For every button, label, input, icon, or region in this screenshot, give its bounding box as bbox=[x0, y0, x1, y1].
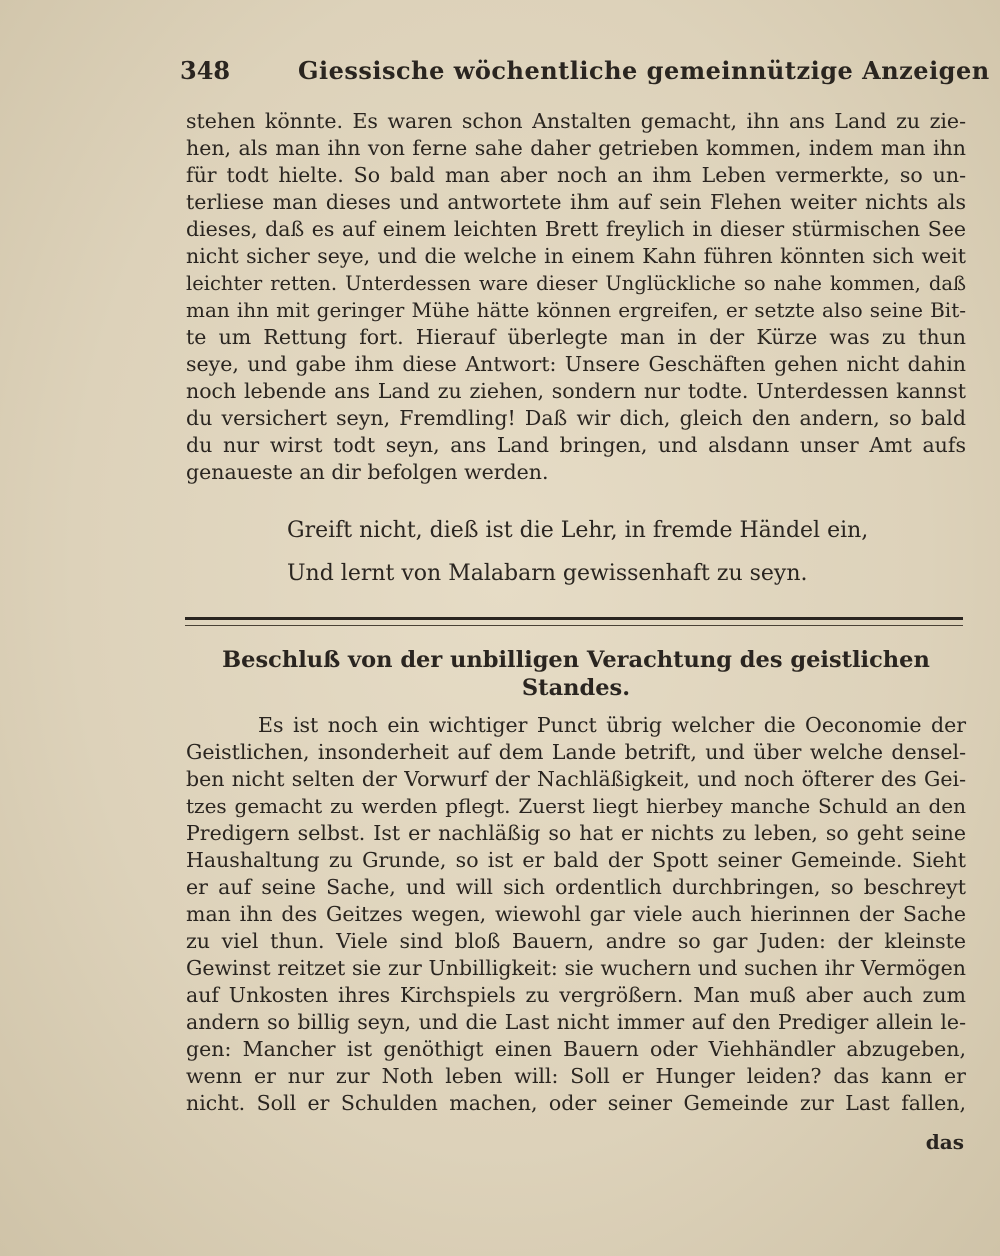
text-line: ben nicht selten der Vorwurf der Nachläßigkeit, und noch öfterer des Gei- bbox=[186, 767, 966, 791]
section-title-line-2: Standes. bbox=[521, 675, 631, 701]
text-line: tzes gemacht zu werden pflegt. Zuerst liegt hierbey manche Schuld an den bbox=[186, 794, 966, 818]
verse-line-2: Und lernt von Malabarn gewissenhaft zu seyn. bbox=[287, 561, 808, 586]
page-number: 348 bbox=[180, 56, 231, 85]
text-line: er auf seine Sache, und will sich ordentlich durchbringen, so beschreyt bbox=[186, 875, 966, 899]
text-line: gen: Mancher ist genöthigt einen Bauern oder Viehhändler abzugeben, bbox=[186, 1037, 966, 1061]
text-line: seye, und gabe ihm diese Antwort: Unsere Geschäften gehen nicht dahin bbox=[186, 352, 966, 376]
text-line: genaueste an dir befolgen werden. bbox=[186, 460, 549, 484]
catchword: das bbox=[925, 1130, 964, 1154]
text-line: du nur wirst todt seyn, ans Land bringen, und alsdann unser Amt aufs bbox=[186, 433, 966, 457]
text-line: man ihn mit geringer Mühe hätte können ergreifen, er setzte also seine Bit- bbox=[186, 298, 966, 322]
text-line: terliese man dieses und antwortete ihm auf sein Flehen weiter nichts als bbox=[186, 190, 966, 214]
paragraph-1 bbox=[186, 108, 966, 486]
text-line: te um Rettung fort. Hierauf überlegte man in der Kürze was zu thun bbox=[186, 325, 966, 349]
text-line: du versichert seyn, Fremdling! Daß wir dich, gleich den andern, so bald bbox=[186, 406, 966, 430]
text-line: wenn er nur zur Noth leben will: Soll er Hunger leiden? das kann er bbox=[186, 1064, 966, 1088]
text-line: hen, als man ihn von ferne sahe daher getrieben kommen, indem man ihn bbox=[186, 136, 966, 160]
text-line: zu viel thun. Viele sind bloß Bauern, andre so gar Juden: der kleinste bbox=[186, 929, 966, 953]
text-line: noch lebende ans Land zu ziehen, sondern nur todte. Unterdessen kannst bbox=[186, 379, 966, 403]
text-line: nicht. Soll er Schulden machen, oder seiner Gemeinde zur Last fallen, bbox=[186, 1091, 966, 1115]
text-line: dieses, daß es auf einem leichten Brett freylich in dieser stürmischen See bbox=[186, 217, 966, 241]
text-line: Geistlichen, insonderheit auf dem Lande betrift, und über welche densel- bbox=[186, 740, 966, 764]
running-head: Giessische wöchentliche gemeinnützige Anzeigen bbox=[298, 56, 990, 85]
text-line: für todt hielte. So bald man aber noch an ihm Leben vermerkte, so un- bbox=[186, 163, 966, 187]
text-line: auf Unkosten ihres Kirchspiels zu vergrößern. Man muß aber auch zum bbox=[186, 983, 966, 1007]
text-line: Predigern selbst. Ist er nachläßig so hat er nichts zu leben, so geht seine bbox=[186, 821, 966, 845]
text-line: Es ist noch ein wichtiger Punct übrig welcher die Oeconomie der bbox=[258, 713, 966, 737]
page-header bbox=[180, 56, 990, 92]
text-line: man ihn des Geitzes wegen, wiewohl gar viele auch hierinnen der Sache bbox=[186, 902, 966, 926]
text-line: Gewinst reitzet sie zur Unbilligkeit: sie wuchern und suchen ihr Vermögen bbox=[186, 956, 966, 980]
text-line: leichter retten. Unterdessen ware dieser Unglückliche so nahe kommen, daß bbox=[186, 272, 966, 295]
text-line: andern so billig seyn, und die Last nicht immer auf den Prediger allein le- bbox=[186, 1010, 966, 1034]
section-title bbox=[186, 646, 966, 702]
verse-line-1: Greift nicht, dieß ist die Lehr, in fremde Händel ein, bbox=[287, 518, 869, 543]
text-line: Haushaltung zu Grunde, so ist er bald der Spott seiner Gemeinde. Sieht bbox=[186, 848, 966, 872]
paragraph-2 bbox=[186, 712, 966, 1117]
text-line: nicht sicher seye, und die welche in einem Kahn führen könnten sich weit bbox=[186, 244, 966, 268]
section-title-line-1: Beschluß von der unbilligen Verachtung des geistlichen bbox=[222, 647, 930, 673]
section-divider-thin bbox=[185, 625, 963, 626]
text-line: stehen könnte. Es waren schon Anstalten gemacht, ihn ans Land zu zie- bbox=[186, 109, 966, 133]
section-divider bbox=[185, 617, 963, 620]
